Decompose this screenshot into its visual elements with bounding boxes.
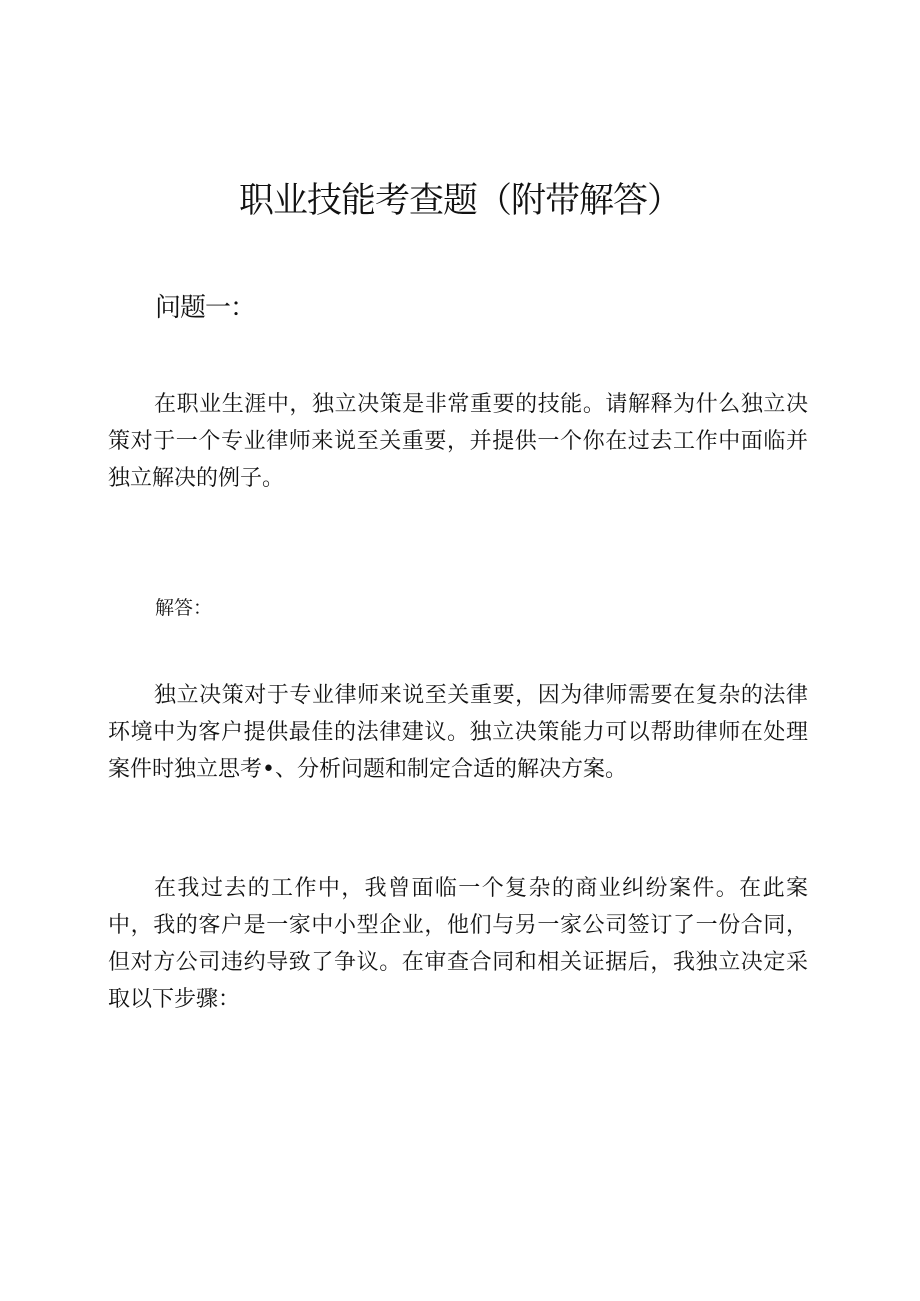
- answer-paragraph-2: 在我过去的工作中，我曾面临一个复杂的商业纠纷案件。在此案中，我的客户是一家中小型企业，他们与另一家公司签订了一份合同，但对方公司违约导致了争议。在审查合同和相关证据后，我独立决定采取以下步骤：: [108, 876, 808, 1012]
- question-text: 在职业生涯中，独立决策是非常重要的技能。请解释为什么独立决策对于一个专业律师来说至关重要，并提供一个你在过去工作中面临并独立解决的例子。: [108, 392, 808, 491]
- question-heading: 问题一：: [155, 293, 256, 323]
- answer-label: 解答：: [155, 597, 213, 619]
- answer-paragraph-1: 独立决策对于专业律师来说至关重要，因为律师需要在复杂的法律环境中为客户提供最佳的法律建议。独立决策能力可以帮助律师在处理案件时独立思考•、分析问题和制定合适的解决方案。: [108, 683, 808, 782]
- document-title: 职业技能考查题（附带解答）: [238, 181, 681, 221]
